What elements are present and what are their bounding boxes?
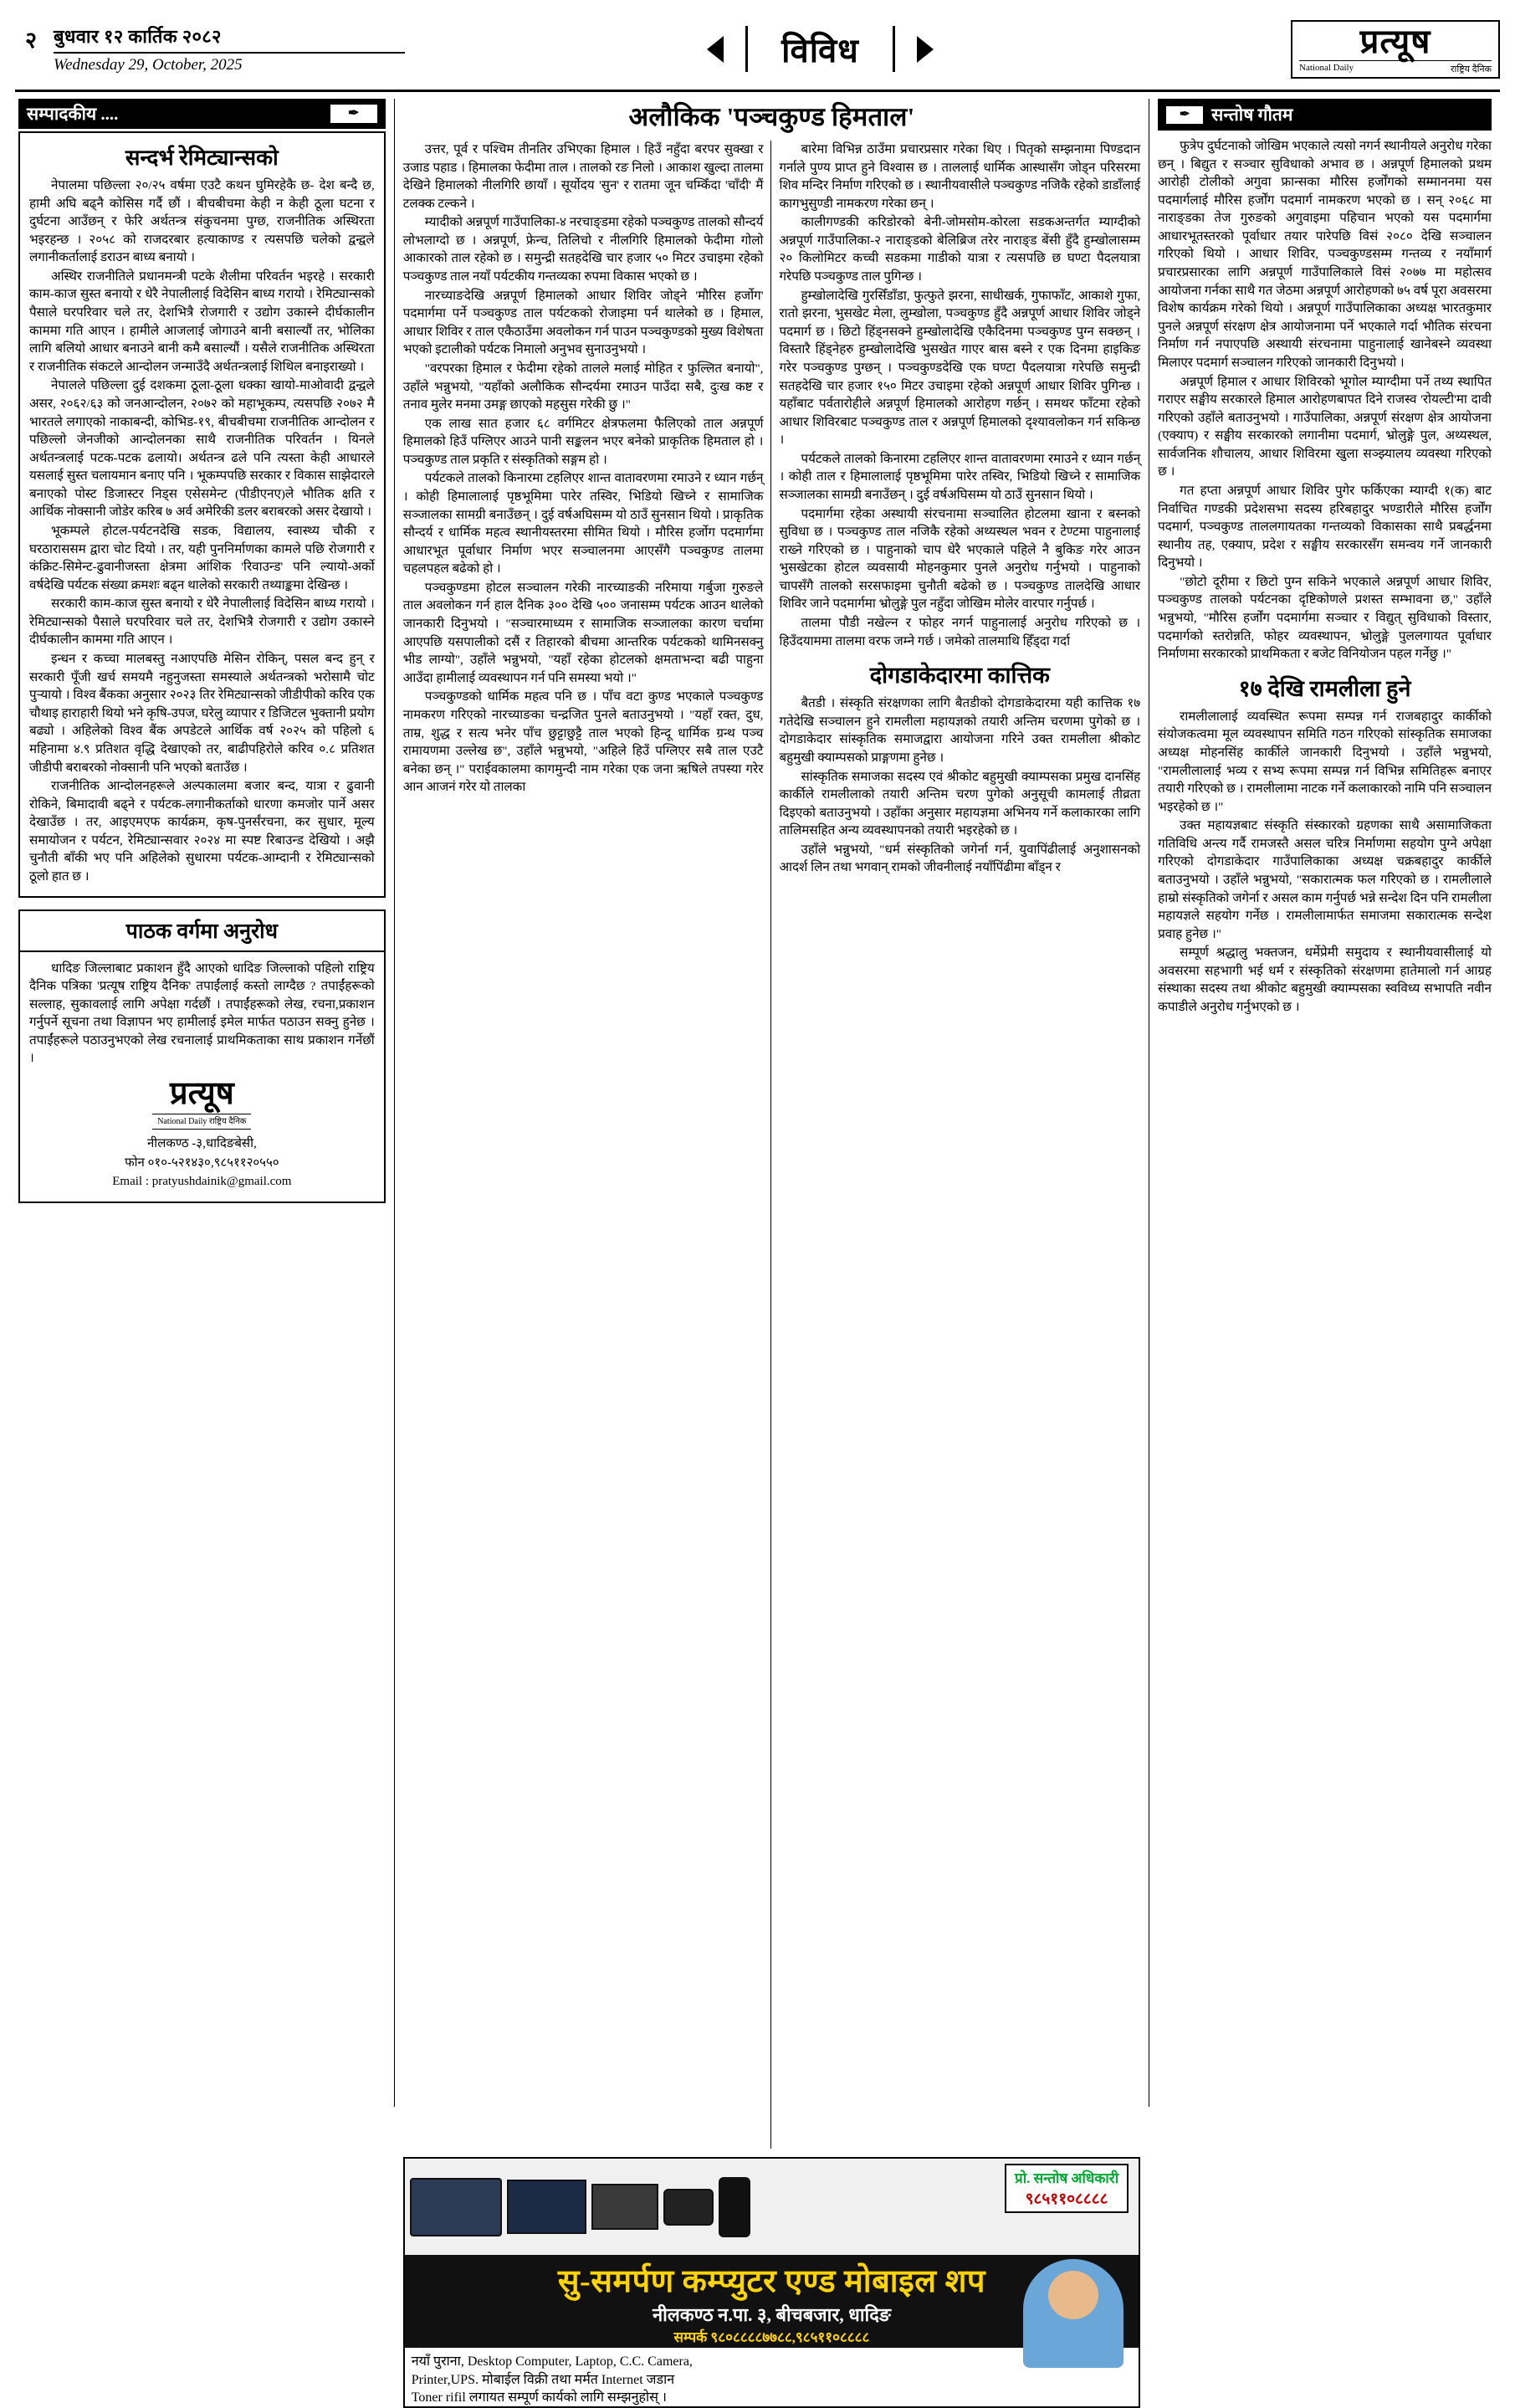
editorial-box — [18, 131, 386, 898]
byline-column — [1149, 99, 1500, 2107]
advertisement[interactable] — [403, 2157, 1140, 2408]
byline-paragraph: "छोटो दूरीमा र छिटो पुग्न सकिने भएकाले अन्नपूर्ण आधार शिविर, पञ्चकुण्ड तालको पर्यटनका दृष्टिकोणले प्रशस्त सम्भावना छ," उहाँले भन्नुभयो, "मौरिस हर्जोंग पदमार्गमा सञ्चार र विद्युत् सुविधाको विस्तार, पदमार्गको स्तरोन्नति, फोहर व्यवस्थापन, भ्रोलुङ्गे पुललगायत पूर्वाधार निर्माणमा सरकारको प्राथमिकता र बजेट विनियोजन पहल गर्नेछु ।" — [1158, 574, 1492, 662]
ad-person-name: प्रो. सन्तोष अधिकारी — [1015, 2170, 1119, 2186]
story-paragraph: हुम्खोलादेखि गुरसिँडाँडा, फुत्फुते झरना, साधीखर्क, गुफाफाँट, आकाशे गुफा, रातो झरना, भुसखेट मेला, लुम्खोला, पञ्चकुण्ड हुँदै अन्नपूर्ण आधार शिविर जोड्ने पदमार्ग छ । छिटो हिंड्नसक्ने हुम्खोलादेखि एकैदिनमा पञ्चकुण्ड पुग्न सक्छन् । विस्तारै हिंड्नेहरु हुम्खोलादेखि भुसखेत गाएर बास बस्ने र एक दिनमा हाइकिङ गरेर पञ्चकुण्ड पुग्छन् । पञ्चकुण्डदेखि एक घण्टा पैदलयात्रा गरेपछि समुन्द्री सतहदेखि चार हजार १५० मिटर उचाइमा रहेको अन्नपूर्ण आधार शिविर पुगिन्छ । यहाँबाट पर्वतारोहीले अन्नपूर्ण हिमालको आरोहण गर्छन् । समथर फाँटमा रहेको आधार शिविरबाट पञ्चकुण्ड ताल र अन्नपूर्ण हिमालको दृश्यावलोकन गर्न सकिन्छ । — [779, 288, 1141, 448]
editorial-title: सन्दर्भ रेमिट्यान्सको — [125, 146, 279, 170]
footer-address: नीलकण्ठ -३,धादिङबेसी, — [146, 1137, 257, 1151]
section-title: विविध — [745, 26, 895, 72]
ad-service-line: नयाँ पुराना, Desktop Computer, Laptop, C.C. Camera, — [411, 2354, 693, 2369]
ad-person-photo — [1023, 2259, 1123, 2368]
logo-box — [1291, 20, 1500, 79]
footer-logo: प्रत्यूष — [170, 1076, 234, 1112]
pen-icon: ✒ — [1166, 106, 1203, 124]
masthead — [15, 12, 1500, 92]
story-paragraph: कालीगण्डकी करिडोरको बेनी-जोमसोम-कोरला सडकअन्तर्गत म्याग्दीको अन्नपूर्ण गाउँपालिका-२ नाराङ्डको बेलिब्रिज तरेर नाराङ्ड बेंसी हुँदै हुम्खोलासम्म २० किलोमिटर कच्ची सडकमा गाडीको यात्रा र त्यसपछि छ घण्टा पैदलयात्रा गरेपछि पञ्चकुण्ड ताल पुगिन्छ । — [779, 215, 1141, 284]
ad-contact-badge — [1005, 2164, 1129, 2213]
byline-paragraph: गत हप्ता अन्नपूर्ण आधार शिविर पुगेर फर्किएका म्याग्दी १(क) बाट निर्वाचित गण्डकी प्रदेशसभा सदस्य हरिबहादुर भण्डारीले मौरिस हर्जोंग पदमार्ग, पञ्चकुण्ड ताललगायतका गन्तव्यको विकासका साथै प्रबर्द्धनमा स्थानीय तह, एक्याप, प्रदेश र सङ्घीय सरकारसँग समन्वय गर्ने जानकारी दिनुभयो । — [1158, 483, 1492, 571]
ad-product-images — [405, 2159, 1139, 2255]
story-paragraph: सांस्कृतिक समाजका सदस्य एवं श्रीकोट बहुमुखी क्याम्पसका प्रमुख दानसिंह कार्कीले रामलीलाको तयारी अन्तिम चरण पुगेको अनुसूची कामलाई तीव्रता दिइएको बताउनुभयो । उहाँका अनुसार महायज्ञमा अभिनय गर्ने कलाकारका लागि तालिमसहित अन्य व्यवस्थापनको तयारी भइरहेको छ । — [779, 769, 1141, 838]
footer-logo-sub: National Daily राष्ट्रिय दैनिक — [152, 1114, 251, 1130]
logo-subtitle — [1299, 60, 1492, 75]
story-paragraph: पदमार्गमा रहेका अस्थायी संरचनामा सञ्चालित होटलमा खाना र बस्नको सुविधा छ । पञ्चकुण्ड ताल नजिकै रहेको अथ्यस्थल भवन र टेण्टमा पाहुनालाई राख्ने गरिएको छ । पाहुनाको चाप धेरै भएकाले पहिले नै बुकिङ गरेर आउन भुसखेटका होटल व्यवसायी मोहनकुमार पुनले अनुरोध गर्नुभयो । पाहुनाको चापसँगै तालको सरसफाइमा चुनौती बढेको छ । पञ्चकुण्ड तालदेखि आधार शिविर जाने पदमार्गमा भ्रोलुङ्गे पुल नहुँदा जोखिम मोलेर वारपार गर्नुपर्छ । — [779, 506, 1141, 612]
editorial-paragraph: नेपालले पछिल्ला दुई दशकमा ठूला-ठूला धक्का खायो-माओवादी द्वन्द्वले असर, २०६२/६३ को जनआन्दोलन, २०७२ को महाभूकम्प, त्यसपछि २०७२ मै भारतले लगाएको नाकाबन्दी, कोभिड-१९, बीचबीचमा राजनीतिक आन्दोलन र पछिल्लो जेनजीको आन्दोलनका साथै राजनीतिक परिवर्तन । यिनले अर्थतन्त्रलाई पटक-पटक ढलायो। अर्थतन्त्र ढले पनि त्यस्ता केही आधारले यसलाई सुस्त चलायमान बनाए पनि । भूकम्पपछि सरकार र विकास साझेदारले बनाएको पोस्ट डिजास्टर निड्स एसेसमेन्ट (पीडीएनए)ले भौतिक क्षति र आर्थिक नोक्सानी जोडेर करिब ७ अर्व अमेरिकी डलर बराबरको असर देखायो । — [29, 378, 375, 520]
story-paragraph: पर्यटकले तालको किनारमा टहलिएर शान्त वातावरणमा रमाउने र ध्यान गर्छन् । कोही ताल र हिमालालाई पृष्ठभूमिमा पारेर तस्विर, भिडियो खिच्ने र सामाजिक सञ्जालका सामग्री बनाउँछन् । दुई वर्षअघिसम्म यो ठाउँ सुनसान थियो । — [779, 451, 1141, 502]
pen-icon: ✒ — [330, 105, 377, 123]
page-number: २ — [25, 28, 38, 53]
main-story-column — [395, 99, 1149, 2405]
left-arrow-icon — [707, 36, 724, 63]
byline-author: सन्तोष गौतम — [1211, 105, 1293, 125]
story-paragraph: तालमा पौडी नखेल्न र फोहर नगर्न पाहुनालाई अनुरोध गरिएको छ । हिउँदयाममा तालमा वरफ जम्ने गर्छ । जमेको तालमाथि हिँड्दा गर्दा — [779, 616, 1141, 648]
story-paragraph: पर्यटकले तालको किनारमा टहलिएर शान्त वातावरणमा रमाउने र ध्यान गर्छन् । कोही हिमालालाई पृष्ठभूमिमा पारेर तस्विर, भिडियो खिच्ने र सामाजिक सञ्जालका सामग्री बनाउँछन् । दुई वर्षअघिसम्म यो ठाउँ सुनसान थियो । प्राकृतिक सौन्दर्य र धार्मिक महत्व स्थानीयस्तरमा सीमित थियो । मौरिस हर्जोग पदमार्गमा आधारभूत पूर्वाधार निर्माण भएर सञ्चालनमा आएसँगै पञ्चकुण्ड तालमा चहलपहल बढेको हो । — [402, 471, 764, 576]
byline-paragraph: रामलीलालाई व्यवस्थित रूपमा सम्पन्न गर्न राजबहादुर कार्कीको संयोजकत्वमा मूल व्यवस्थापन समिति गठन गरिएको सांस्कृतिक समाजका अध्यक्ष मोहनसिंह कार्कीले जानकारी दिनुभयो । उहाँले भन्नुभयो, "रामलीलालाई भव्य र सभ्य रूपमा सम्पन्न गर्न विभिन्न समितिहरू बनाएर तयारी गरिएको छ । रामलीलामा नाटक गर्ने कलाकारको नामि पनि सञ्चालन भइरहेको छ ।" — [1158, 709, 1492, 814]
masthead-logo — [1257, 12, 1500, 86]
main-headline: अलौकिक 'पञ्चकुण्ड हिमताल' — [628, 102, 915, 131]
editorial-paragraph: भूकम्पले होटल-पर्यटनदेखि सडक, विद्यालय, स्वास्थ्य चौकी र घरठाराससम द्वारा चोट दियो । तर, यही पुननिर्माणका कामले पछि रोजगारी र कंक्रिट-सिमेन्ट-ढुवानीजस्ता क्षेत्रमा आंशिक 'रिवाउन्ड' पनि ल्यायो-अर्को वर्षदेखि पर्यटक संख्या क्रमशः बढ्न थालेको सरकारी तथ्याङ्कमा देखिन्छ । — [29, 523, 375, 592]
main-story-col-b — [771, 141, 1140, 2149]
logo-title: प्रत्यूष — [1359, 22, 1431, 60]
story-paragraph: नारच्याङदेखि अन्नपूर्ण हिमालको आधार शिविर जोड्ने 'मौरिस हर्जोग' पदमार्गमा पर्ने पञ्चकुण्ड ताल पर्यटकको रोजाइमा पर्न थालेको छ । हिमाल, आधार शिविर र ताल एकैठाउँमा अवलोकन गर्न पाउन पञ्चकुण्डको मुख्य विशेषता भएको इटालीको पर्यटक निमालो अनुभव सुनाउनुभयो । — [402, 288, 764, 357]
editorial-paragraph: नेपालमा पछिल्ला २०/२५ वर्षमा एउटै कथन घुमिरहेकै छ- देश बन्दै छ, हामी अघि बढ्नै कोसिस गर्दै छौं । बीचबीचमा केही न केही ठूला घटना र दुर्घटना आउँछन् र फेरि अर्थतन्त्र संकुचनमा पुग्छ, राजनीतिक अस्थिरता भइरहन्छ । २०५८ को राजदरबार हत्याकाण्ड र त्यसपछि चलेको द्वन्द्वले लगानीकर्तालाई डराउन बाध्य बनायो । — [29, 178, 375, 265]
date-nepali: बुधवार १२ कार्तिक २०८२ — [54, 26, 222, 47]
story-paragraph: पञ्चकुण्डको धार्मिक महत्व पनि छ । पाँच वटा कुण्ड भएकाले पञ्चकुण्ड नामकरण गरिएको नारच्याङका चन्द्रजित पुनले बताउनुभयो । "यहाँ रक्त, दुध, ताम्र, शुद्ध र सत्य भनेर पाँच छुट्टाछुट्टै ताल भएको हिन्दू धार्मिक ग्रन्थ पञ्च रामायणमा उल्लेख छ", उहाँले भन्नुभयो, "अहिले हिउँ पग्लिएर सबै ताल एउटै बनेका छन् ।" पराईवकालमा कागमुन्दी नाम गरेका एक जना ऋषिले तपस्या गरेर आन आजनं गरेर यो तालका — [402, 689, 764, 795]
ad-service-line: Toner rifil लगायत सम्पूर्ण कार्यको लागि सम्झनुहोस् । — [411, 2390, 667, 2405]
story-paragraph: उत्तर, पूर्व र पश्चिम तीनतिर उभिएका हिमाल । हिउँ नहुँदा बरपर सुक्खा र उजाड पहाड । हिमालका फेदीमा ताल । तालको रङ निलो । आकाश खुल्दा तालमा देखिने हिमालको नीलगिरि छायाँ । सूर्योदय 'सुन' र रातमा जून चम्किँदा 'चाँदी' मैं टलक्क टल्कने । — [402, 142, 764, 211]
printer-icon — [591, 2184, 658, 2230]
editorial-header — [18, 99, 386, 129]
ad-shop-name: सु-समर्पण कम्प्युटर एण्ड मोबाइल शप — [557, 2264, 985, 2299]
story-paragraph: म्यादीको अन्नपूर्ण गाउँपालिका-४ नरचाङ्डमा रहेको पञ्चकुण्ड तालको सौन्दर्य लोभलाग्दो छ । अन्नपूर्ण, फ्रेन्च, तिलिचो र नीलगिरि हिमालको फेदीमा गोलो आकारको ताल रहेको छ । समुन्द्री सतहदेखि चार हजार ५० मिटर उचाइमा रहेको पञ्चकुण्ड ताल नयाँ पर्यटकीय गन्तव्यका रुपमा विकास भएको छ । — [402, 215, 764, 284]
right-column-headline: १७ देखि रामलीला हुने — [1238, 675, 1411, 701]
page-grid — [15, 99, 1500, 2405]
monitor-icon — [507, 2180, 586, 2234]
secondary-headline: दोगडाकेदारमा कात्तिक — [869, 663, 1050, 689]
byline-paragraph: उक्त महायज्ञबाट संस्कृति संस्कारको ग्रहणका साथै असामाजिकता गतिविधि अन्त्य गर्दै रामजस्तै असल चरित्र निर्माणमा सहयोग पुग्ने अपेक्षा गरिएको दोगडाकेदार गाउँपालिकाका अध्यक्ष चक्रबहादुर कार्कीले बताउनुभयो । उहाँले भन्नुभयो, "सकारात्मक फल गरिएको छ । रामलीलाले हाम्रो संस्कृतिको जगेर्ना र असल काम गर्नुपर्छ भन्ने सन्देश दिन पनि रामलीला महायज्ञले सहयोग गर्नेछ । रामलीलामार्फत समाजमा सकारात्मक सन्देश प्रवाह हुनेछ ।" — [1158, 818, 1492, 941]
ad-shop-address: नीलकण्ठ न.पा. ३, बीचबजार, धादिङ — [652, 2304, 891, 2325]
byline-paragraph: सम्पूर्ण श्रद्धालु भक्तजन, धर्मेप्रेमी समुदाय र स्थानीयवासीलाई यो अवसरमा सहभागी भई धर्म र संस्कृतिको संरक्षणमा हातेमालो गर्न आग्रह संस्थाका सदस्य तथा श्रीकोट बहुमुखी क्याम्पसका स्वविध्य सभापति नवीन कपाडीले अनुरोध गर्नुभएको छ । — [1158, 945, 1492, 1015]
main-story-col-a — [403, 141, 772, 2149]
phone-icon — [719, 2177, 750, 2237]
editorial-paragraph: अस्थिर राजनीतिले प्रधानमन्त्री पटके शैलीमा परिवर्तन भइरहे । सरकारी काम-काज सुस्त बनायो र धेरै नेपालीलाई विदेसिन बाध्य गरायो । रेमिट्यान्सको पैसाले घरपरिवार चले तर, देशभित्रै रोजगारी र उद्योग उकास्ने दीर्घकालीन काममा गति आएन । हामीले आजलाई जोगाउने बानी बसाल्यौं तर, भोलिका लागि बलियो आधार बनाउने बानी कमै बसाल्यौं । यसैले राजनीतिक अस्थिरता र राजनीतिक संकटले आन्दोलन जन्माउँदै अर्थतन्त्रलाई शिथिल बनाइराख्यो । — [29, 269, 375, 374]
story-paragraph: बैतडी । संस्कृति संरक्षणका लागि बैतडीको दोगडाकेदारमा यही कात्तिक १७ गतेदेखि सञ्चालन हुने रामलीला महायज्ञको तयारी अन्तिम चरणमा पुगेको छ । दोगडाकेदार सांस्कृतिक समाजद्वारा आयोजना गरिने उक्त रामलीला श्रीकोट बहुमुखी क्याम्पसको प्राङ्गणमा हुनेछ । — [779, 696, 1141, 765]
reader-request-title: पाठक वर्गमा अनुरोध — [20, 911, 384, 952]
editorial-column — [15, 99, 395, 2107]
logo-sub-right: राष्ट्रिय दैनिक — [1451, 64, 1492, 74]
dateline-rule — [54, 52, 405, 54]
logo-sub-left: National Daily — [1299, 62, 1354, 73]
story-paragraph: बारेमा विभिन्न ठाउँमा प्रचारप्रसार गरेका थिए । पितृको सम्झनामा पिण्डदान गर्नाले पुण्य प्राप्त हुने विश्वास छ । ताललाई धार्मिक आस्थासँग जोड्न परिसरमा शिव मन्दिर निर्माण गरिएको छ । स्थानीयवासीले पञ्चकुण्ड नजिकै रहेको डाडाँलाई कागभुसुण्डी नामकरण गरेका छन् । — [779, 142, 1141, 211]
story-paragraph: पञ्चकुण्डमा होटल सञ्चालन गरेकी नारच्याङकी नरिमाया गर्बुजा गुरुङले ताल अवलोकन गर्न हाल दैनिक ३०० देखि ५०० जनासम्म पर्यटक आउन थालेको जानकारी दिनुभयो । "सञ्चारमाध्यम र सामाजिक सञ्जालका कारण चर्चामा आएपछि यसपालीको दसैं र तिहारको बीचमा आन्तरिक पर्यटकको थामिनसक्नु भीड लाग्यो", उहाँले भन्नुभयो, "यहाँ रहेका होटलको क्षमताभन्दा बढी पाहुना आउँदा हामीलाई व्यवस्थापन गर्न पनि समस्या भयो ।" — [402, 580, 764, 685]
section-header — [383, 12, 1257, 86]
story-paragraph: एक लाख सात हजार ६८ वर्गमिटर क्षेत्रफलमा फैलिएको ताल अन्नपूर्ण हिमालको हिउँ पग्लिएर आउने पानी सङ्कलन भएर बनेको प्राकृतिक हिमताल हो । पञ्चकुण्ड ताल प्रकृति र संस्कृतिको सङ्गम हो । — [402, 416, 764, 467]
byline-paragraph: अन्नपूर्ण हिमाल र आधार शिविरको भूगोल म्याग्दीमा पर्ने तथ्य स्थापित गराएर सङ्घीय सरकारले हिमाल आरोहणबापत दिने राजस्व 'रोयल्टी'मा दावी गरिएको उहाँले बताउनुभयो । गाउँपालिका, अन्नपूर्ण संरक्षण क्षेत्र आयोजना (एक्याप) र सङ्घीय सरकारको लगानीमा पदमार्ग, भ्रोलुङ्गे पुल, अथ्यस्थल, सार्वजनिक शौचालय, आधार शिविरमा खुला सञ्झ्यालय व्यवस्था गरिएको छ । — [1158, 374, 1492, 479]
footer-email[interactable]: Email : pratyushdainik@gmail.com — [112, 1175, 292, 1189]
reader-request-box — [18, 909, 386, 1203]
editorial-paragraph: इन्धन र कच्चा मालबस्तु नआएपछि मेसिन रोकिन्, पसल बन्द हुन् र सरकारी पूँजी खर्च समयमै नहुनुजस्ता समस्याले अर्थतन्त्रको भरोसामै चोट पुऱ्यायो । विश्व बैंकका अनुसार २०२३ तिर रेमिट्यान्सको जीडीपीको करिव एक चौथाइ हाराहारी थियो भने कृषि-उपज, घरेलु व्यापार र डिजिटल भुक्तानी प्रयोग बढ्यो । अहिलेको विश्व बैंक अपडेटले आर्थिक वर्ष २०२५ को पहिलो ६ महिनामा ४.९ प्रतिशत वृद्धि देखाएको तर, बाढीपहिरोले करिव ०.८ प्रतिशत जीडीपी बराबरको नोक्सानी पनि भएको बताउँछ । — [29, 652, 375, 775]
editorial-paragraph: सरकारी काम-काज सुस्त बनायो र धेरै नेपालीलाई विदेसिन बाध्य गरायो । रेमिट्यान्सको पैसाले घरपरिवार चले तर, देशभित्रै रोजगारी र उद्योग उकास्ने दीर्घकालीन काममा गति आएन । — [29, 597, 375, 648]
masthead-dateline — [15, 12, 383, 86]
byline-bar — [1158, 99, 1492, 131]
laptop-icon — [410, 2178, 502, 2236]
reader-request-footer — [20, 1078, 384, 1191]
ad-shop-contact: सम्पर्क ९८०८८८८७७८८,९८५११०८८८८ — [673, 2329, 870, 2345]
date-english: Wednesday 29, October, 2025 — [54, 56, 243, 74]
story-paragraph: उहाँले भन्नुभयो, "धर्म संस्कृतिको जगेर्ना गर्न, युवापिंढीलाई अनुशासनको आदर्श लिन तथा भगवान् रामको जीवनीलाई नयाँपिंढीमा बाँड्न र — [779, 842, 1141, 875]
byline-paragraph: फुत्रेप दुर्घटनाको जोखिम भएकाले त्यसो नगर्न स्थानीयले अनुरोध गरेका छन् । बिद्युत र सञ्चार सुविधाको अभाव छ । अन्नपूर्ण हिमालको प्रथम आरोही टोलीको अगुवा फ्रान्सका मौरिस हर्जोंगको सम्माननमा यस पदमार्गलाई मौरिस हर्जोंग पदमार्ग नामकरण भएको छ । सन् २०६८ मा नाराङ्डका तेज गुरुङको अगुवाइमा पहिचान भएको यस पदमार्गमा आधारभूतस्तरको पूर्वाधार तयार पारेपछि विसं २०८० देखि सञ्चालन गरिएको थियो । आधार शिविर, पञ्चकुण्डसम्म गन्तव्य र नयाँमार्ग प्रचारप्रसारका लागि अन्नपूर्ण गाउँपालिकाले विसं २०७७ मा महोत्सव आयोजना गर्नका साथै गत जेठमा अन्नपूर्ण आरोहणको ७५ वर्ष पूरा अवसरमा विशेष कार्यक्रम गरेको थियो । अन्नपूर्ण गाउँपालिकाका अध्यक्ष भारतकुमार पुनले अन्नपूर्ण संरक्षण क्षेत्र आयोजनामा पर्ने भएकाले गर्दा भौतिक संरचना निर्माण गर्न नपाएपछि अस्थायी संरचनामा पाहुनालाई खानेबस्ने व्यवस्था मिलाएर पदमार्ग सञ्चालन गरिएको जानकारी दिनुभयो । — [1158, 139, 1492, 370]
ad-service-line: Printer,UPS. मोबाईल विक्री तथा मर्मत Internet जडान — [411, 2372, 675, 2387]
ad-person-phone: ९८५११०८८८८ — [1025, 2190, 1108, 2208]
story-paragraph: "वरपरका हिमाल र फेदीमा रहेको तालले मलाई मोहित र फुल्लित बनायो", उहाँले भन्नुभयो, "यहाँको अलौकिक सौन्दर्यमा रमाउन पाउँदा सबै, दुःख कष्ट र तनाव मुलेर मनमा उमङ्ग छाएको महसुस गरेकी छु ।" — [402, 361, 764, 412]
editorial-paragraph: राजनीतिक आन्दोलनहरूले अल्पकालमा बजार बन्द, यात्रा र ढुवानी रोकिने, बिमादावी बढ्ने र पर्यटक-लगानीकर्ताको धारणा कमजोर पार्ने असर देखाउँछ । तर, आइएमएफ कार्यक्रम, कृष-पुनर्संरचना, कर सुधार, मूल्य समायोजन र पर्यटन, रेमिट्यान्सवार २०२४ मा स्पष्ट रिबाउन्ड देखियो । अझै चुनौती बाँकी भए पनि अहिलेको सुधारमा पर्यटक-आम्दानी र रेमिट्यान्सको ठूलो हात छ । — [29, 779, 375, 884]
editorial-label: सम्पादकीय .... — [27, 104, 119, 124]
camera-icon — [663, 2189, 714, 2226]
main-story-subcolumns — [403, 141, 1140, 2149]
right-arrow-icon — [917, 36, 934, 63]
reader-request-text: धादिङ जिल्लाबाट प्रकाशन हुँदै आएको धादिङ जिल्लाको पहिलो राष्ट्रिय दैनिक पत्रिका 'प्रत्यूष राष्ट्रिय दैनिक' तपाईंलाई कस्तो लाग्दैछ ? तपाईंहरूको सल्लाह, सुकावलाई लागि अपेक्षा गर्दछौं । तपाईंहरूको लेख, रचना,प्रकाशन गर्नुपर्ने सूचना तथा विज्ञापन भए हामीलाई इमेल मार्फत पठाउन सक्नु हुनेछ । तपाईंहरूले पठाउनुभएको लेख रचनालाई प्राथमिकताका साथ प्रकाशन गर्नेछौं । — [29, 961, 375, 1066]
footer-phone: फोन ०१०-५२१४३०,९८५११२०५५० — [125, 1155, 279, 1170]
